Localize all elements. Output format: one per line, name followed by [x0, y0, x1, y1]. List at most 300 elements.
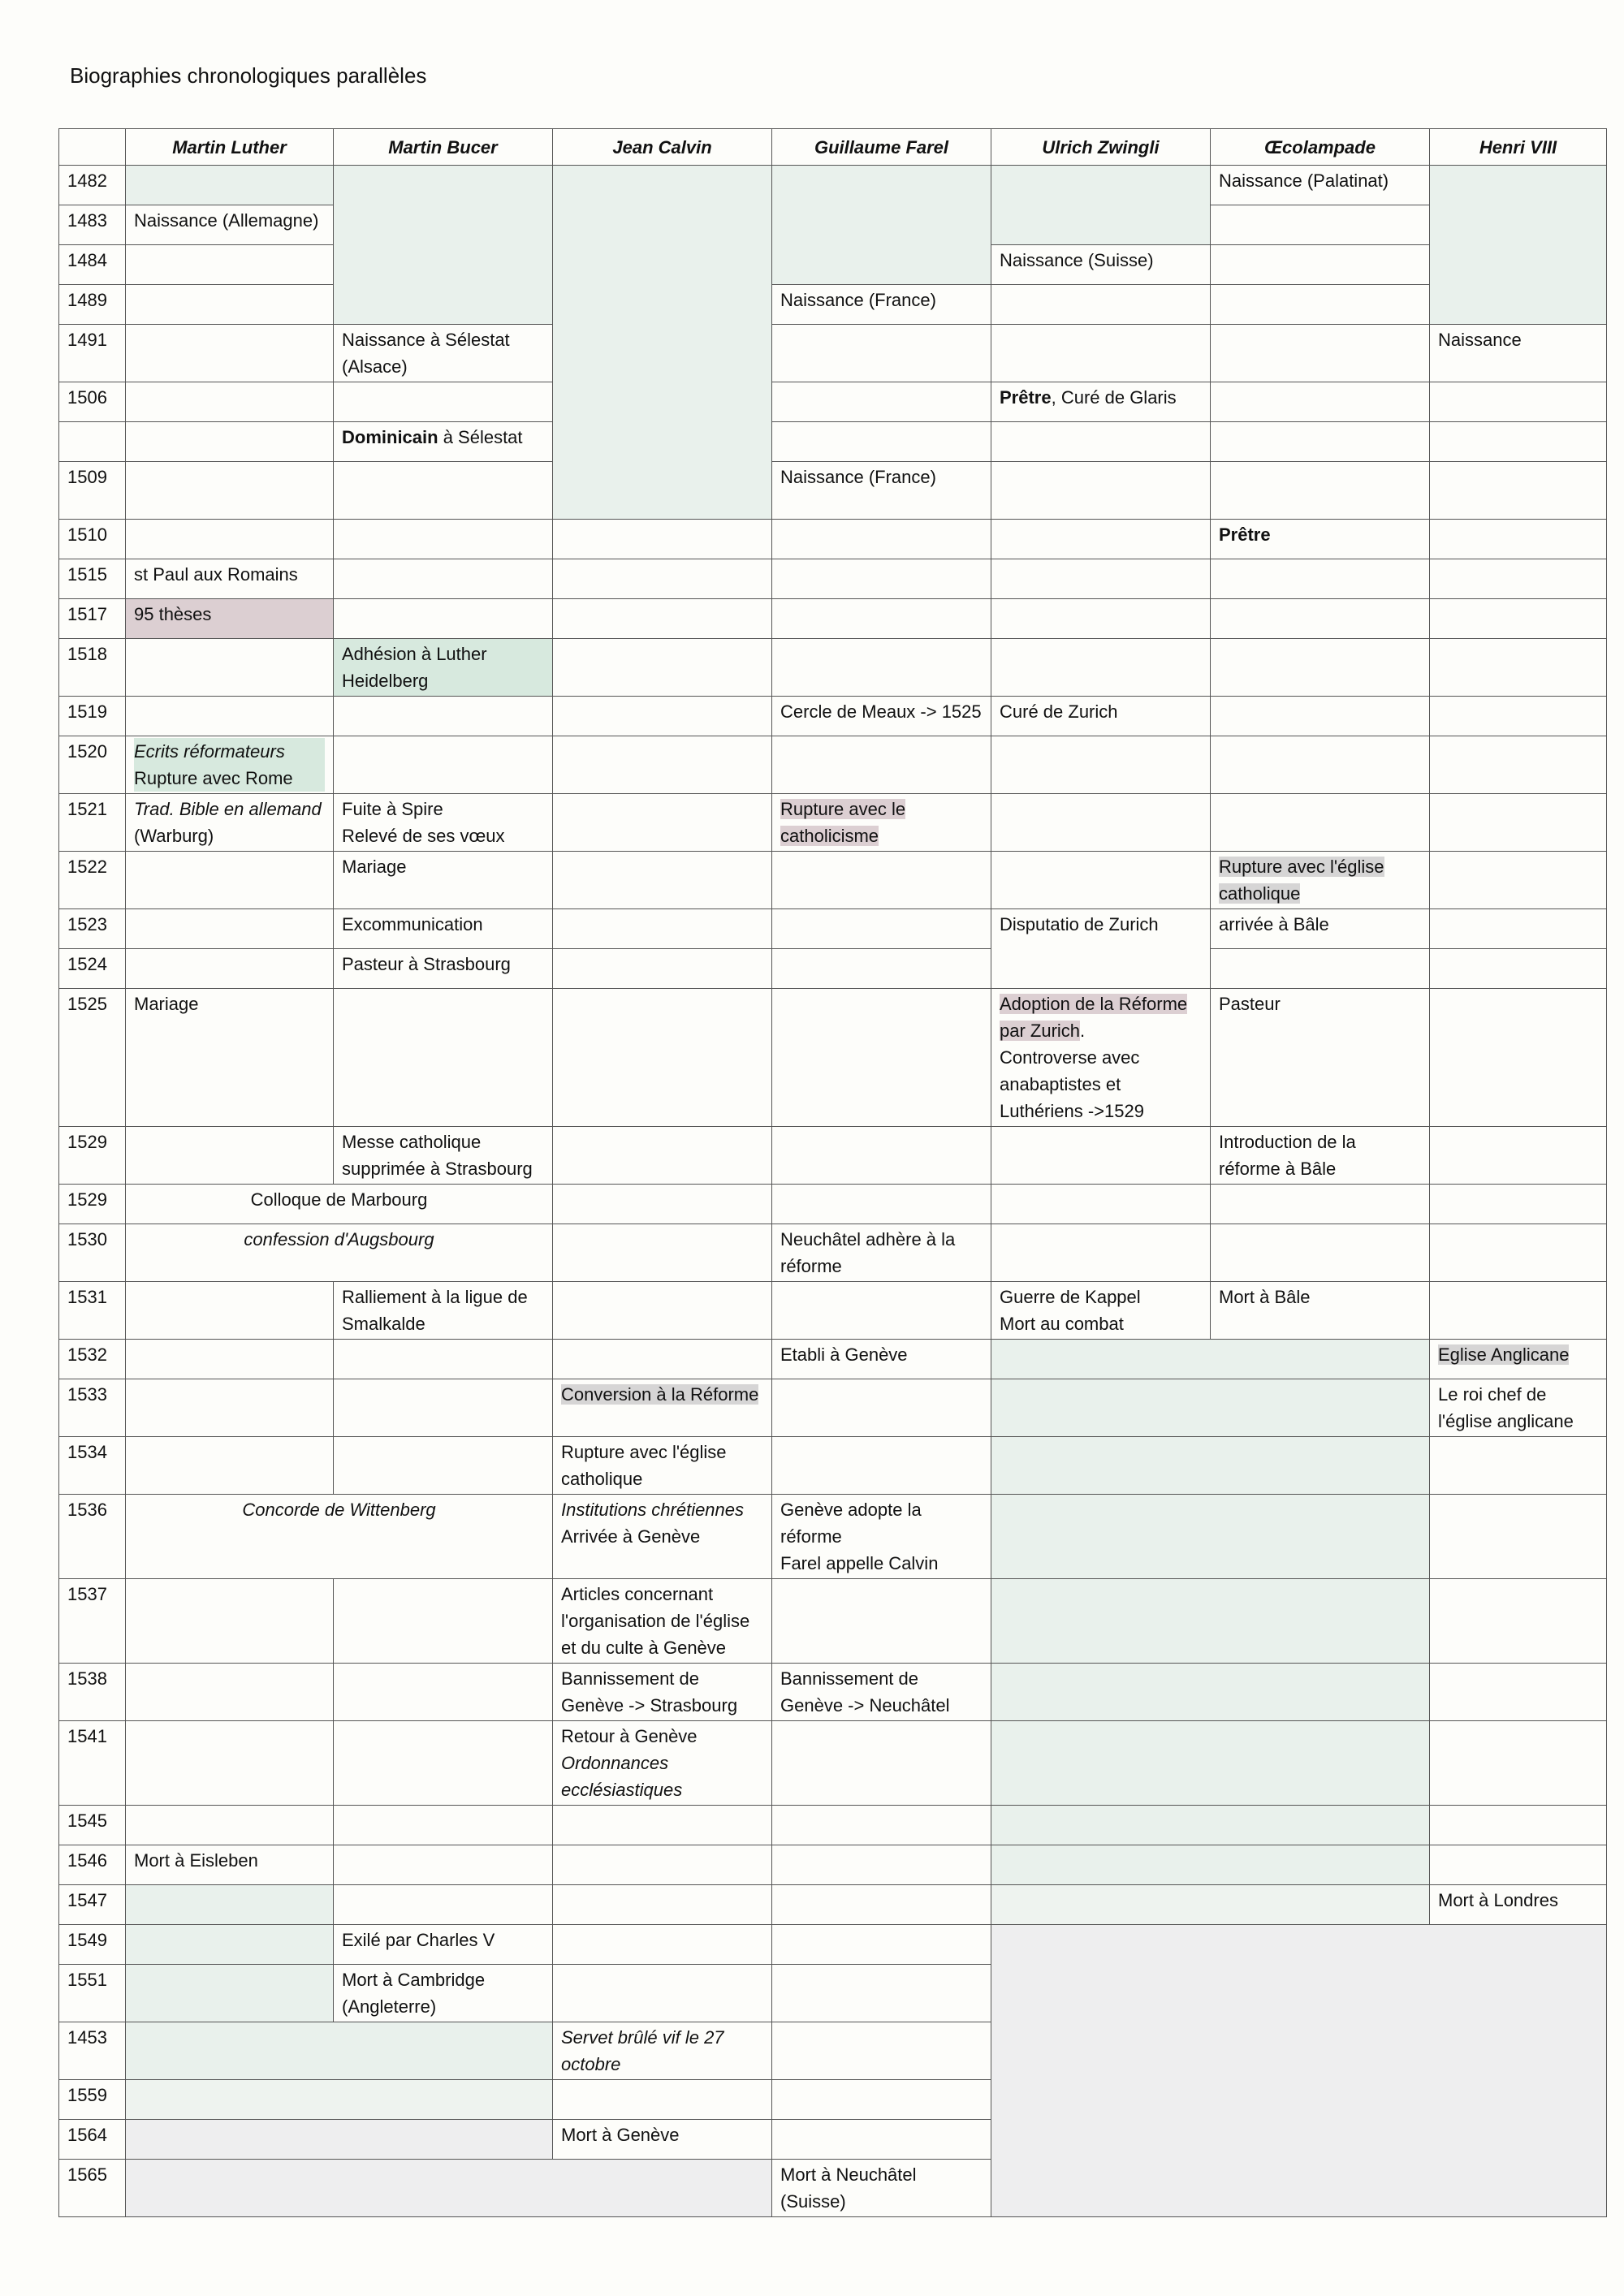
calvin-cell: [553, 1845, 772, 1885]
bucer-cell: Excommunication: [334, 909, 553, 949]
zwingli-cell: [991, 1224, 1211, 1282]
luther-cell: [126, 1925, 334, 1965]
text-line: réforme: [780, 1256, 842, 1276]
calvin-cell: [553, 852, 772, 909]
oeco-cell: [1211, 245, 1430, 285]
calvin-cell: [553, 989, 772, 1127]
calvin-cell: [553, 2022, 772, 2080]
zwingli-oeco-cell: [991, 1437, 1430, 1495]
bold-text: Prêtre: [1000, 387, 1052, 408]
henri-cell: [1430, 949, 1607, 989]
bucer-cell: Exilé par Charles V: [334, 1925, 553, 1965]
farel-cell: [772, 599, 991, 639]
farel-cell: Cercle de Meaux -> 1525: [772, 697, 991, 736]
year-cell: 1532: [59, 1340, 126, 1379]
bucer-cell: [334, 1965, 553, 2022]
table-row: [59, 422, 1607, 462]
bucer-cell: [334, 697, 553, 736]
calvin-cell: [553, 1282, 772, 1340]
zwingli-cell: [991, 520, 1211, 559]
luther-cell: [126, 462, 334, 520]
farel-cell: [772, 1664, 991, 1721]
luther-cell: 95 thèses: [126, 599, 334, 639]
luther-cell: [126, 1721, 334, 1806]
henri-cell: [1430, 1224, 1607, 1282]
zwingli-cell: Disputatio de Zurich: [991, 909, 1211, 989]
text-line: Luthériens ->1529: [1000, 1101, 1144, 1121]
calvin-cell: [553, 1495, 772, 1579]
bucer-cell: [334, 599, 553, 639]
table-row: [59, 852, 1607, 909]
text-line: [1000, 1017, 1202, 1044]
year-cell: 1541: [59, 1721, 126, 1806]
luther-bucer-cell: [126, 2080, 553, 2120]
zwingli-oeco-cell: [991, 1721, 1430, 1806]
text-line: (Angleterre): [342, 1996, 437, 2017]
calvin-cell: [553, 1925, 772, 1965]
zwingli-oeco-henri-cell: [991, 1925, 1607, 2217]
luther-cell: [126, 949, 334, 989]
farel-cell: [772, 1437, 991, 1495]
oeco-cell: Prêtre: [1211, 520, 1430, 559]
year-cell: 1531: [59, 1282, 126, 1340]
year-cell: 1524: [59, 949, 126, 989]
table-row: [59, 1127, 1607, 1185]
year-cell: 1546: [59, 1845, 126, 1885]
bucer-cell: [334, 166, 553, 325]
calvin-cell: [553, 1664, 772, 1721]
farel-cell: [772, 736, 991, 794]
year-cell: 1453: [59, 2022, 126, 2080]
henri-cell: [1430, 1340, 1607, 1379]
bucer-cell: [334, 639, 553, 697]
oeco-cell: [1211, 205, 1430, 245]
text-line: Relevé de ses vœux: [342, 826, 505, 846]
henri-cell: [1430, 736, 1607, 794]
text-line: Smalkalde: [342, 1314, 425, 1334]
year-cell: 1506: [59, 382, 126, 422]
farel-cell: [772, 559, 991, 599]
farel-cell: [772, 422, 991, 462]
table-row: [59, 599, 1607, 639]
year-cell: 1484: [59, 245, 126, 285]
text-line: Trad. Bible en allemand: [134, 799, 322, 819]
zwingli-oeco-cell: [991, 1379, 1430, 1437]
henri-cell: [1430, 1185, 1607, 1224]
oeco-cell: Pasteur: [1211, 989, 1430, 1127]
calvin-cell: [553, 639, 772, 697]
text-line: Le roi chef de: [1438, 1384, 1547, 1405]
calvin-cell: [553, 2080, 772, 2120]
luther-cell: [126, 1437, 334, 1495]
zwingli-oeco-cell: [991, 1495, 1430, 1579]
text-line: Genève -> Strasbourg: [561, 1695, 738, 1716]
text-line: Bannissement de: [780, 1668, 918, 1689]
luther-cell: [126, 1806, 334, 1845]
calvin-cell: [553, 736, 772, 794]
year-cell: 1515: [59, 559, 126, 599]
text-line: Mort à Cambridge: [342, 1970, 486, 1990]
zwingli-oeco-cell: [991, 1885, 1430, 1925]
calvin-cell: [553, 1885, 772, 1925]
calvin-cell: [553, 794, 772, 852]
zwingli-oeco-cell: [991, 1845, 1430, 1885]
year-cell: 1509: [59, 462, 126, 520]
text-line: [1219, 880, 1421, 907]
year-cell: 1518: [59, 639, 126, 697]
zwingli-cell: [991, 794, 1211, 852]
text-line: Genève -> Neuchâtel: [780, 1695, 950, 1716]
oeco-cell: [1211, 697, 1430, 736]
zwingli-cell: [991, 166, 1211, 245]
text-line: Institutions chrétiennes: [561, 1500, 745, 1520]
table-row: [59, 1185, 1607, 1224]
table-row: [59, 639, 1607, 697]
henri-cell: [1430, 1495, 1607, 1579]
text-line: Servet brûlé vif le 27: [561, 2027, 724, 2048]
luther-bucer-cell: Concorde de Wittenberg: [126, 1495, 553, 1579]
text-line: Ralliement à la ligue de: [342, 1287, 528, 1307]
text-line: Rupture avec Rome: [134, 765, 325, 792]
farel-cell: [772, 2022, 991, 2080]
oeco-cell: [1211, 1185, 1430, 1224]
year-cell: 1519: [59, 697, 126, 736]
text-line: Controverse avec: [1000, 1047, 1140, 1068]
year-cell: 1529: [59, 1185, 126, 1224]
highlight: Eglise Anglicane: [1438, 1344, 1570, 1365]
text-line: (Alsace): [342, 356, 408, 377]
farel-cell: [772, 639, 991, 697]
header-henri: Henri VIII: [1430, 129, 1607, 166]
text-line: [780, 822, 983, 849]
table-row: [59, 1437, 1607, 1495]
farel-cell: [772, 794, 991, 852]
highlight: Rupture avec le: [780, 799, 906, 819]
luther-cell: [126, 382, 334, 422]
text-line: catholique: [561, 1469, 643, 1489]
year-cell: 1529: [59, 1127, 126, 1185]
bucer-cell: [334, 422, 553, 462]
bucer-cell: [334, 1282, 553, 1340]
year-cell: 1483: [59, 205, 126, 245]
luther-cell: [126, 1965, 334, 2022]
luther-cell: [126, 697, 334, 736]
table-row: [59, 1282, 1607, 1340]
zwingli-cell: [991, 1127, 1211, 1185]
year-cell: 1520: [59, 736, 126, 794]
farel-cell: [772, 2160, 991, 2217]
zwingli-cell: Curé de Zurich: [991, 697, 1211, 736]
bucer-cell: [334, 1579, 553, 1664]
text: à Sélestat: [438, 427, 523, 447]
henri-cell: [1430, 1579, 1607, 1664]
farel-cell: [772, 2080, 991, 2120]
table-row: [59, 794, 1607, 852]
text-line: [1000, 990, 1202, 1017]
farel-cell: [991, 462, 1211, 520]
text-line: Mort au combat: [1000, 1314, 1124, 1334]
henri-cell: [1430, 794, 1607, 852]
farel-cell: [772, 1282, 991, 1340]
year-cell: 1533: [59, 1379, 126, 1437]
oeco-cell: [1211, 1224, 1430, 1282]
year-cell: 1538: [59, 1664, 126, 1721]
oeco-cell: [1211, 852, 1430, 909]
bucer-cell: [334, 989, 553, 1127]
luther-cell: [126, 1340, 334, 1379]
year-cell: 1545: [59, 1806, 126, 1845]
calvin-cell: [553, 697, 772, 736]
text-line: (Warburg): [134, 826, 214, 846]
highlight: Adoption de la Réforme: [1000, 994, 1188, 1014]
year-cell: 1537: [59, 1579, 126, 1664]
henri-cell: [1430, 639, 1607, 697]
table-row: [59, 1721, 1607, 1806]
farel-cell: Etabli à Genève: [772, 1340, 991, 1379]
bucer-cell: [334, 559, 553, 599]
henri-cell: [1430, 1806, 1607, 1845]
farel-cell: [772, 1925, 991, 1965]
text-line: réforme à Bâle: [1219, 1159, 1337, 1179]
oeco-cell: Mort à Bâle: [1211, 1282, 1430, 1340]
zwingli-cell: Naissance (Suisse): [991, 245, 1211, 285]
highlight: catholicisme: [780, 826, 879, 846]
luther-bucer-cell: Colloque de Marbourg: [126, 1185, 553, 1224]
henri-cell: [1430, 909, 1607, 949]
table-row: [59, 909, 1607, 949]
calvin-cell: [553, 909, 772, 949]
bucer-cell: [334, 736, 553, 794]
bucer-cell: [334, 1806, 553, 1845]
luther-cell: [126, 1282, 334, 1340]
table-row: [59, 462, 1607, 520]
oeco-cell: [1211, 325, 1430, 382]
calvin-cell: Naissance (France): [772, 462, 991, 520]
zwingli-cell: [991, 639, 1211, 697]
year-cell: 1559: [59, 2080, 126, 2120]
calvin-cell: [553, 1224, 772, 1282]
text-line: supprimée à Strasbourg: [342, 1159, 533, 1179]
header-row: [59, 129, 1607, 166]
year-cell: 1530: [59, 1224, 126, 1282]
text-line: Ordonnances: [561, 1753, 669, 1773]
bucer-cell: [334, 1127, 553, 1185]
henri-cell: [1430, 1127, 1607, 1185]
zwingli-oeco-cell: [991, 1579, 1430, 1664]
farel-cell: [772, 1379, 991, 1437]
bucer-cell: Mariage: [334, 852, 553, 909]
luther-bucer-cell: [126, 2022, 553, 2080]
table-row: [59, 1925, 1607, 1965]
farel-cell: [772, 520, 991, 559]
highlight: Rupture avec l'église: [1219, 857, 1384, 877]
text-line: l'église anglicane: [1438, 1411, 1574, 1431]
farel-cell: [772, 1224, 991, 1282]
calvin-cell: Mort à Genève: [553, 2120, 772, 2160]
farel-cell: [772, 852, 991, 909]
year-cell: 1521: [59, 794, 126, 852]
bucer-cell: [334, 1885, 553, 1925]
luther-cell: [126, 1379, 334, 1437]
henri-cell: [1430, 520, 1607, 559]
farel-cell: [772, 1185, 991, 1224]
text-line: Fuite à Spire: [342, 799, 443, 819]
henri-cell: [1430, 559, 1607, 599]
farel-cell: [772, 989, 991, 1127]
calvin-cell: [553, 599, 772, 639]
oeco-cell: [1211, 559, 1430, 599]
zwingli-cell: [1211, 462, 1430, 520]
table-row: [59, 382, 1607, 422]
header-calvin: Jean Calvin: [553, 129, 772, 166]
luther-cell: [126, 520, 334, 559]
bucer-cell: [334, 1437, 553, 1495]
oeco-cell: Naissance (Palatinat): [1211, 166, 1430, 205]
header-bucer: Martin Bucer: [334, 129, 553, 166]
farel-cell: [772, 909, 991, 949]
year-cell: 1525: [59, 989, 126, 1127]
bucer-cell: [334, 382, 553, 422]
text-line: ecclésiastiques: [561, 1780, 683, 1800]
table-row: [59, 166, 1607, 205]
calvin-cell: [553, 1579, 772, 1664]
table-row: [59, 1885, 1607, 1925]
zwingli-cell: [991, 559, 1211, 599]
table-row: [59, 325, 1607, 382]
calvin-cell: [553, 1721, 772, 1806]
luther-bucer-cell: confession d'Augsbourg: [126, 1224, 553, 1282]
oeco-cell: [1211, 736, 1430, 794]
oeco-cell: [1211, 1127, 1430, 1185]
farel-cell: [772, 1806, 991, 1845]
header-luther: Martin Luther: [126, 129, 334, 166]
text: .: [1080, 1021, 1086, 1041]
document-title: Biographies chronologiques parallèles: [70, 63, 427, 88]
text-line: Messe catholique: [342, 1132, 482, 1152]
farel-cell: [772, 1965, 991, 2022]
oeco-cell: [1211, 639, 1430, 697]
oeco-cell: [1430, 462, 1607, 520]
header-farel: Guillaume Farel: [772, 129, 991, 166]
henri-cell: [1430, 166, 1607, 325]
farel-cell: [772, 325, 991, 382]
table-row: [59, 520, 1607, 559]
year-cell: 1510: [59, 520, 126, 559]
year-cell: 1565: [59, 2160, 126, 2217]
text-line: Articles concernant: [561, 1584, 714, 1604]
luther-cell: [126, 639, 334, 697]
bold-text: Dominicain: [342, 427, 438, 447]
calvin-cell: [553, 1185, 772, 1224]
year-cell: 1564: [59, 2120, 126, 2160]
year-cell: 1482: [59, 166, 126, 205]
zwingli-cell: [991, 1282, 1211, 1340]
farel-cell: [772, 1721, 991, 1806]
henri-cell: [1430, 1845, 1607, 1885]
year-cell: 1536: [59, 1495, 126, 1579]
farel-cell: [772, 1127, 991, 1185]
text-line: octobre: [561, 2054, 621, 2074]
year-cell: [59, 422, 126, 462]
bucer-cell: [334, 1845, 553, 1885]
table-row: [59, 949, 1607, 989]
table-row: [59, 697, 1607, 736]
zwingli-cell: [991, 285, 1211, 325]
text-line: [1219, 853, 1421, 880]
text-line: anabaptistes et: [1000, 1074, 1121, 1094]
zwingli-cell: [991, 736, 1211, 794]
luther-cell: [126, 794, 334, 852]
calvin-cell: [553, 1379, 772, 1437]
highlight: Conversion à la Réforme: [561, 1384, 759, 1405]
text-line: Bannissement de: [561, 1668, 699, 1689]
oeco-cell: [1211, 949, 1430, 989]
farel-cell: [772, 166, 991, 285]
henri-cell: [1430, 1664, 1607, 1721]
henri-cell: Naissance: [1430, 325, 1607, 382]
bucer-cell: Pasteur à Strasbourg: [334, 949, 553, 989]
table-row: [59, 1340, 1607, 1379]
henri-cell: [1430, 1721, 1607, 1806]
luther-cell: [126, 1579, 334, 1664]
text-line: Rupture avec l'église: [561, 1442, 727, 1462]
calvin-cell: [553, 1965, 772, 2022]
luther-cell: [126, 166, 334, 205]
bucer-cell: [334, 520, 553, 559]
year-cell: 1491: [59, 325, 126, 382]
text-line: et du culte à Genève: [561, 1638, 727, 1658]
text-line: Retour à Genève: [561, 1726, 698, 1746]
oeco-cell: [1211, 794, 1430, 852]
zwingli-cell: [991, 599, 1211, 639]
henri-cell: [1430, 1437, 1607, 1495]
zwingli-oeco-cell: [991, 1806, 1430, 1845]
henri-cell: [1430, 382, 1607, 422]
zwingli-cell: [991, 382, 1211, 422]
year-cell: 1534: [59, 1437, 126, 1495]
bucer-cell: [334, 1664, 553, 1721]
year-cell: 1489: [59, 285, 126, 325]
header-oecolampade: Œcolampade: [1211, 129, 1430, 166]
luther-cell: st Paul aux Romains: [126, 559, 334, 599]
oeco-cell: [1211, 382, 1430, 422]
farel-cell: [772, 2120, 991, 2160]
zwingli-cell: [991, 325, 1211, 382]
year-cell: 1547: [59, 1885, 126, 1925]
luther-cell: Mort à Eisleben: [126, 1845, 334, 1885]
henri-cell: [1430, 697, 1607, 736]
calvin-cell: [553, 166, 772, 520]
luther-bucer-calvin-cell: [126, 2160, 772, 2217]
farel-cell: [772, 949, 991, 989]
farel-cell: [772, 1579, 991, 1664]
text-line: Guerre de Kappel: [1000, 1287, 1141, 1307]
henri-cell: [1430, 1379, 1607, 1437]
table-row: [59, 1495, 1607, 1579]
text-line: Adhésion à Luther: [342, 644, 487, 664]
table-row: [59, 1845, 1607, 1885]
text-line: Heidelberg: [342, 671, 429, 691]
henri-cell: [1430, 852, 1607, 909]
calvin-cell: [553, 1127, 772, 1185]
text-line: l'organisation de l'église: [561, 1611, 750, 1631]
calvin-cell: [553, 1340, 772, 1379]
luther-cell: [126, 909, 334, 949]
zwingli-cell: [991, 852, 1211, 909]
henri-cell: [1430, 989, 1607, 1127]
table-row: [59, 559, 1607, 599]
zwingli-cell: [991, 1185, 1211, 1224]
